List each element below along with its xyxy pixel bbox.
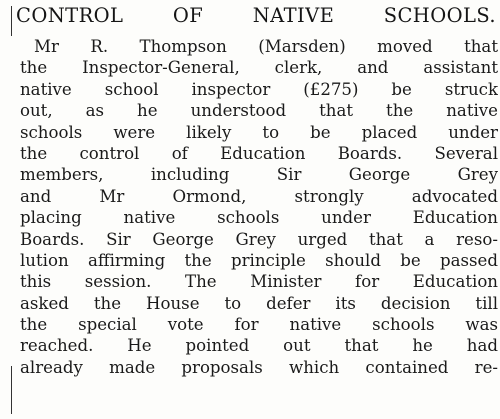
article-headline: CONTROL OF NATIVE SCHOOLS. bbox=[16, 4, 496, 27]
article-line: reached. He pointed out that he had bbox=[20, 336, 498, 356]
article-line: the control of Education Boards. Several bbox=[20, 143, 498, 163]
article-line: the Inspector-General, clerk, and assistant bbox=[20, 58, 498, 78]
article-line: Mr R. Thompson (Marsden) moved that bbox=[34, 37, 498, 56]
article-line: out, as he understood that the native bbox=[20, 101, 498, 121]
article-body bbox=[20, 36, 498, 378]
article-line: members, including Sir George Grey bbox=[20, 165, 498, 185]
column-rule-top bbox=[11, 6, 12, 36]
article-line: the special vote for native schools was bbox=[20, 315, 498, 335]
article-line: Boards. Sir George Grey urged that a reso- bbox=[20, 229, 498, 249]
article-line: schools were likely to be placed under bbox=[20, 122, 498, 142]
article-line: placing native schools under Education bbox=[20, 208, 498, 228]
article-line: already made proposals which contained re- bbox=[20, 357, 498, 377]
article-line: this session. The Minister for Education bbox=[20, 272, 498, 292]
article-line: asked the House to defer its decision till bbox=[20, 293, 498, 313]
article-line: lution affirming the principle should be passed bbox=[20, 250, 498, 270]
column-rule-bottom bbox=[11, 366, 12, 414]
article-line: native school inspector (£275) be struck bbox=[20, 79, 498, 99]
article-line: and Mr Ormond, strongly advocated bbox=[20, 186, 498, 206]
